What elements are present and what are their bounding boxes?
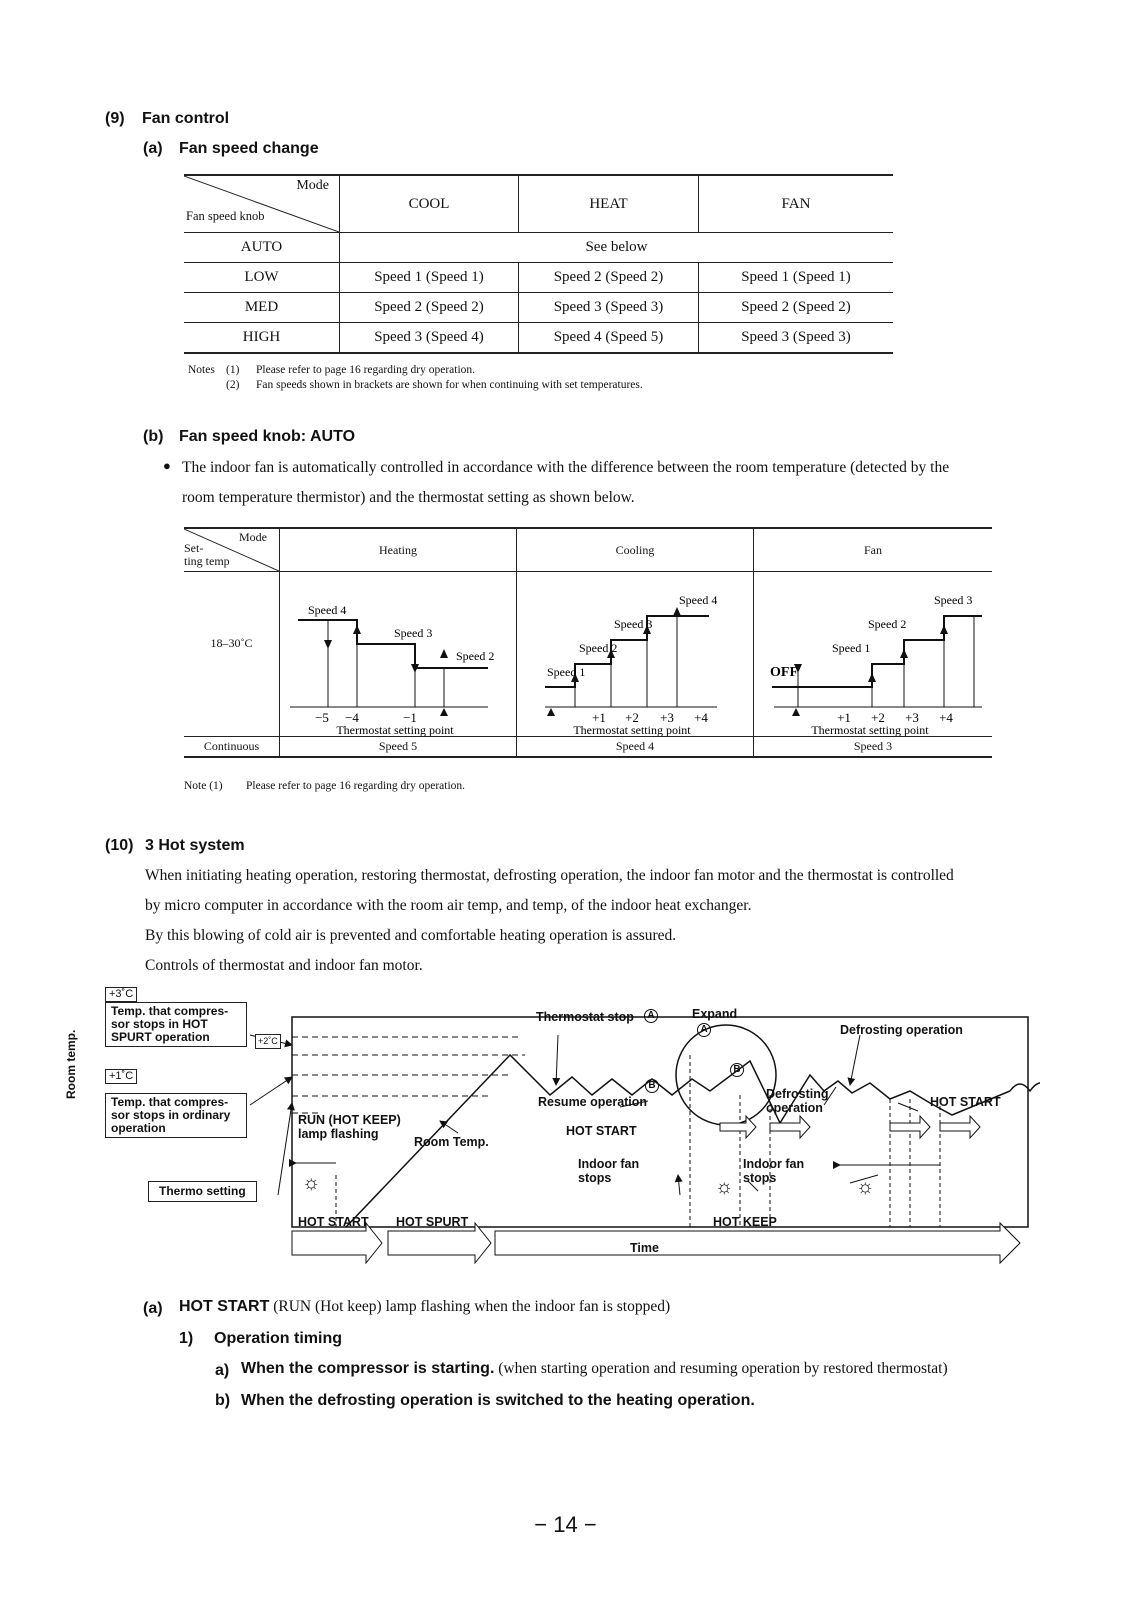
section-9-number: (9) bbox=[105, 110, 125, 127]
item-a-number: a) bbox=[215, 1362, 230, 1379]
table-cell: Speed 3 (Speed 3) bbox=[699, 323, 894, 354]
thermo-setting-label: Thermo setting bbox=[148, 1181, 257, 1202]
section-a-number: (a) bbox=[143, 140, 163, 157]
table-row bbox=[184, 263, 893, 293]
row-label: AUTO bbox=[184, 233, 340, 263]
note-text: Please refer to page 16 regarding dry operation. bbox=[246, 780, 466, 792]
cooling-graph-cell bbox=[517, 572, 754, 737]
auto-fan-table bbox=[184, 527, 992, 758]
corner-set-label: Set- bbox=[184, 541, 204, 555]
circle-b-marker: B bbox=[645, 1079, 659, 1093]
range-label: 18–30˚C bbox=[210, 636, 253, 650]
fan-off-label: OFF bbox=[770, 665, 798, 680]
corner-knob-label: Fan speed knob bbox=[186, 209, 265, 223]
item-b-number: b) bbox=[215, 1392, 231, 1409]
cooling-speed-graph bbox=[517, 572, 753, 736]
cooling-speed2-label: Speed 2 bbox=[579, 641, 618, 655]
phase-hot-spurt: HOT SPURT bbox=[396, 1215, 469, 1229]
notes-prefix: Notes bbox=[188, 364, 215, 376]
plus-1-label: +1˚C bbox=[105, 1069, 137, 1084]
corner-mode-label: Mode bbox=[239, 530, 267, 544]
sub-a-title: HOT START bbox=[179, 1298, 270, 1315]
hot-spurt-note: Temp. that compres- sor stops in HOT SPURT operation bbox=[105, 1002, 247, 1047]
phase-hot-keep: HOT KEEP bbox=[713, 1215, 777, 1229]
table-cell: Speed 1 (Speed 1) bbox=[340, 263, 519, 293]
table-cell: Speed 4 (Speed 5) bbox=[519, 323, 699, 354]
fan-speed-graph bbox=[754, 572, 990, 736]
heating-speed3-label: Speed 3 bbox=[394, 626, 433, 640]
cooling-axis-label: Thermostat setting point bbox=[573, 723, 691, 736]
section-b-title: Fan speed knob: AUTO bbox=[179, 428, 356, 445]
plus-3-label: +3˚C bbox=[105, 987, 137, 1002]
header-heating: Heating bbox=[280, 528, 517, 572]
room-temp-axis-label: Room temp. bbox=[64, 1029, 78, 1099]
bullet-line-2: room temperature thermistor) and the thermostat setting as shown below. bbox=[182, 489, 635, 506]
heating-speed4-label: Speed 4 bbox=[308, 603, 347, 617]
heating-tick-label: −1 bbox=[403, 710, 417, 725]
range-cell bbox=[184, 572, 280, 737]
table-cell: Speed 3 (Speed 3) bbox=[519, 293, 699, 323]
row-label: LOW bbox=[184, 263, 340, 293]
sub-a-number: (a) bbox=[143, 1300, 163, 1317]
hot-start-right-label: HOT START bbox=[930, 1095, 1001, 1109]
cooling-tick-label: +4 bbox=[694, 710, 708, 725]
fan-graph-cell bbox=[754, 572, 993, 737]
note-1-text: Please refer to page 16 regarding dry operation. bbox=[256, 364, 476, 376]
fan-axis-label: Thermostat setting point bbox=[811, 723, 929, 736]
continuous-cooling: Speed 4 bbox=[517, 737, 754, 758]
indoor-fan-stops-1-label: Indoor fan stops bbox=[578, 1157, 640, 1185]
row-label: HIGH bbox=[242, 329, 281, 345]
heating-speed2-label: Speed 2 bbox=[456, 649, 495, 663]
table-cell: Speed 2 (Speed 2) bbox=[699, 293, 894, 323]
note-1-number: (1) bbox=[226, 364, 240, 376]
item-b-title: When the defrosting operation is switched to the heating operation. bbox=[241, 1392, 755, 1409]
item-1-number: 1) bbox=[179, 1330, 194, 1347]
ordinary-note: Temp. that compres- sor stops in ordinary operation bbox=[105, 1093, 247, 1138]
para-line-2: by micro computer in accordance with the room air temp, and temp, of the indoor heat exchanger. bbox=[145, 897, 752, 914]
bullet-icon: ● bbox=[163, 458, 171, 473]
heating-graph-cell bbox=[280, 572, 517, 737]
resume-operation-label: Resume operation bbox=[538, 1095, 648, 1109]
time-axis-label: Time bbox=[630, 1241, 659, 1255]
header-cool: COOL bbox=[340, 175, 519, 233]
table-cell: Speed 2 (Speed 2) bbox=[519, 263, 699, 293]
table-cell: Speed 1 (Speed 1) bbox=[699, 263, 894, 293]
circle-a-marker: A bbox=[697, 1023, 711, 1037]
sub-a-line bbox=[179, 1298, 670, 1316]
fan-speed-table bbox=[184, 174, 893, 354]
header-fan-mode: Fan bbox=[754, 528, 993, 572]
heating-tick-label: −4 bbox=[345, 710, 359, 725]
cooling-speed3-label: Speed 3 bbox=[614, 617, 653, 631]
table-cell: Speed 3 (Speed 4) bbox=[340, 323, 519, 354]
continuous-label: Continuous bbox=[203, 739, 260, 753]
note-2-text: Fan speeds shown in brackets are shown for when continuing with set temperatures. bbox=[256, 379, 643, 391]
thermostat-stop-label: Thermostat stop bbox=[536, 1010, 634, 1024]
table-cell: Speed 2 (Speed 2) bbox=[340, 293, 519, 323]
header-heat: HEAT bbox=[519, 175, 699, 233]
fan-speed1-label: Speed 1 bbox=[832, 641, 871, 655]
circle-a-marker: A bbox=[644, 1009, 658, 1023]
section-10-title: 3 Hot system bbox=[145, 837, 245, 854]
fan-sun-icon: ☼ bbox=[302, 1172, 321, 1194]
section-10-number: (10) bbox=[105, 837, 134, 854]
bullet-line-1: The indoor fan is automatically controlled in accordance with the difference between the room temperature (detected by the bbox=[182, 459, 950, 476]
note-number: Note (1) bbox=[184, 780, 223, 792]
cooling-speed1-label: Speed 1 bbox=[547, 665, 586, 679]
hot-start-inner-label: HOT START bbox=[566, 1124, 637, 1138]
note-2-number: (2) bbox=[226, 379, 240, 391]
heating-tick-label: −5 bbox=[315, 710, 329, 725]
table-row bbox=[184, 233, 893, 263]
auto-value: See below bbox=[340, 233, 894, 263]
fan-sun-icon: ☼ bbox=[856, 1176, 875, 1198]
para-line-4: Controls of thermostat and indoor fan motor. bbox=[145, 957, 423, 974]
circle-b-marker: B bbox=[730, 1063, 744, 1077]
table-row bbox=[184, 293, 893, 323]
item-a-rest: (when starting operation and resuming operation by restored thermostat) bbox=[494, 1360, 948, 1377]
item-a-line bbox=[241, 1360, 948, 1378]
section-9-title: Fan control bbox=[142, 110, 230, 127]
fan-tick-label: +3 bbox=[905, 710, 919, 725]
item-a-title: When the compressor is starting. bbox=[241, 1360, 495, 1377]
page-number: − 14 − bbox=[534, 1512, 597, 1537]
cooling-speed4-label: Speed 4 bbox=[679, 593, 718, 607]
indoor-fan-stops-2-label: Indoor fan stops bbox=[743, 1157, 805, 1185]
table-row bbox=[184, 323, 893, 354]
fan-tick-label: +2 bbox=[871, 710, 885, 725]
fan-speed2-label: Speed 2 bbox=[868, 617, 907, 631]
fan-tick-label: +1 bbox=[837, 710, 851, 725]
cooling-tick-label: +3 bbox=[660, 710, 674, 725]
expand-label: Expand bbox=[692, 1007, 738, 1021]
fan-sun-icon: ☼ bbox=[715, 1176, 734, 1198]
item-1-title: Operation timing bbox=[214, 1330, 342, 1347]
phase-hot-start: HOT START bbox=[298, 1215, 369, 1229]
table2-corner-cell bbox=[184, 528, 280, 572]
plus-2-label: +2˚C bbox=[255, 1034, 281, 1049]
hot-system-diagram bbox=[64, 988, 1040, 1285]
cooling-tick-label: +1 bbox=[592, 710, 606, 725]
continuous-fan: Speed 3 bbox=[754, 737, 993, 758]
header-cooling: Cooling bbox=[517, 528, 754, 572]
corner-mode-label: Mode bbox=[296, 178, 329, 193]
defrosting-operation-label: Defrosting operation bbox=[840, 1023, 963, 1037]
table-corner-cell bbox=[184, 175, 340, 233]
row-label: MED bbox=[184, 293, 340, 323]
defrosting-operation-2-label: Defrosting operation bbox=[766, 1087, 829, 1115]
section-a-title: Fan speed change bbox=[179, 140, 319, 157]
fan-speed3-label: Speed 3 bbox=[934, 593, 973, 607]
run-lamp-label: RUN (HOT KEEP) lamp flashing bbox=[298, 1113, 401, 1141]
cooling-tick-label: +2 bbox=[625, 710, 639, 725]
fan-tick-label: +4 bbox=[939, 710, 953, 725]
corner-temp-label: ting temp bbox=[184, 554, 230, 568]
continuous-heating: Speed 5 bbox=[280, 737, 517, 758]
sub-a-rest: (RUN (Hot keep) lamp flashing when the indoor fan is stopped) bbox=[269, 1298, 671, 1315]
room-temp-curve-label: Room Temp. bbox=[414, 1135, 489, 1149]
heating-axis-label: Thermostat setting point bbox=[336, 723, 454, 736]
para-line-1: When initiating heating operation, restoring thermostat, defrosting operation, the indoor fan motor and the thermostat is controlled bbox=[145, 867, 954, 884]
para-line-3: By this blowing of cold air is prevented and comfortable heating operation is assured. bbox=[145, 927, 677, 944]
header-fan: FAN bbox=[699, 175, 894, 233]
heating-speed-graph bbox=[280, 572, 516, 736]
section-b-number: (b) bbox=[143, 428, 164, 445]
